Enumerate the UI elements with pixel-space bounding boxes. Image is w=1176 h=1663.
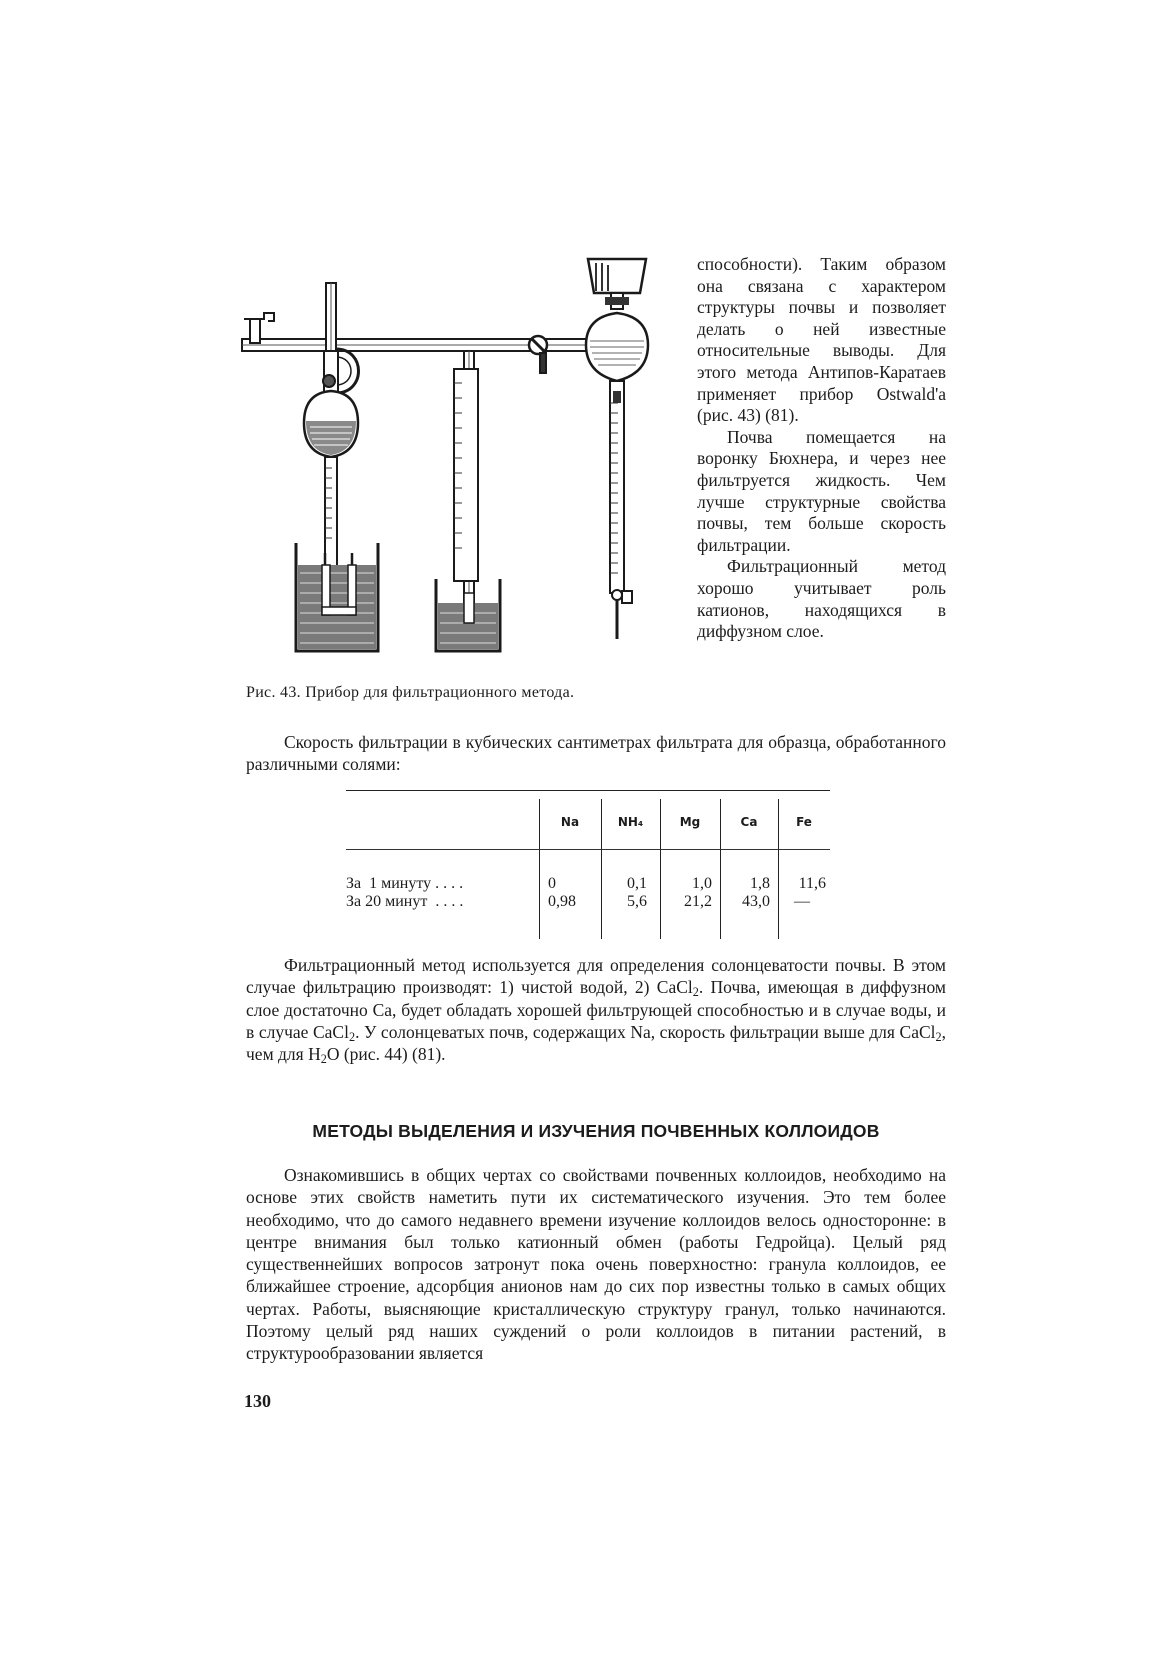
figure-caption: Рис. 43. Прибор для фильтрационного метода. [246,684,575,701]
column-header: Fe [796,815,812,829]
subscript: 2 [692,985,699,1000]
table-cell: 0,1 [627,875,647,892]
subscript: 2 [935,1029,942,1044]
table-cell: — [794,893,810,910]
colloids-paragraph [246,1164,946,1365]
right-column-text [697,254,946,643]
text-run: , чем для H [246,1021,946,1065]
subscript: 2 [320,1052,327,1067]
header-divider [346,849,830,850]
table-intro [246,731,946,776]
column-header: Mg [679,815,701,829]
filtration-rate-table [346,790,830,939]
table-cell: 0 [548,875,556,892]
table-cell: 11,6 [798,875,826,892]
paragraph: Почва помещается на воронку Бюхнера, и через нее фильтруется жидкость. Чем лучше структурные свойства почвы, тем больше скорость фильтрации. [697,426,946,555]
text-run: . Почва, имеющая в диффузном слое достаточно Ca, будет обладать хорошей фильтрующей способностью и в случае воды, и в случае CaCl [246,977,946,1042]
text-run: Фильтрационный метод используется для определения солонцеватости почвы. В этом случае фильтрацию производят: 1) чистой водой, 2) CaCl [246,955,946,998]
paragraph: способности). Таким образом она связана с характером структуры почвы и позволяет делать о ней известные относительные выводы. Для этого метода Антипов-Каратаев применяет прибор Ostwald'a (рис. 43) (81). [697,254,946,426]
subscript: 2 [348,1029,356,1044]
table-cell: 21,2 [684,893,712,910]
text-run: . У солонцеватых почв, содержащих Na, скорость фильтрации выше для CaCl [355,1021,936,1042]
column-header: Ca [740,815,758,829]
row-label: За 1 минуту . . . . [346,875,464,892]
table-cell: 5,6 [627,893,647,910]
paragraph: Скорость фильтрации в кубических сантиметрах фильтрата для образца, обработанного различными солями: [246,732,946,775]
row-label: За 20 минут . . . . [346,893,464,910]
paragraph: Ознакомившись в общих чертах со свойствами почвенных коллоидов, необходимо на основе этих свойств наметить пути их систематического изучения. Это тем более необходимо, что до самого недавнего времени изучение коллоидов велось односторонне: в центре внимания был только катионный обмен (работы Гедройца). Целый ряд существеннейших вопросов затронут пока очень поверхностно: гранула коллоидов, ее ближайшее строение, адсорбция анионов нам до сих пор известны только в самых общих чертах. Работы, выясняющие кристаллическую структуру гранул, только начинаются. Поэтому целый ряд наших суждений о роли коллоидов в питании растений, в структурообразовании является [246,1165,946,1364]
column-header: Na [560,815,580,829]
apparatus-drawing [236,253,682,658]
page-number: 130 [244,1391,271,1411]
filtration-paragraph [246,954,946,1065]
column-header: NH₄ [617,815,644,829]
table-cell: 43,0 [742,893,770,910]
apparatus-figure [236,253,682,658]
section-heading: МЕТОДЫ ВЫДЕЛЕНИЯ И ИЗУЧЕНИЯ ПОЧВЕННЫХ КОЛЛОИДОВ [312,1121,880,1141]
text-run: O (рис. 44) (81). [326,1044,446,1065]
table-cell: 0,98 [548,893,576,910]
paragraph [246,954,946,1065]
table-cell: 1,8 [750,875,770,892]
paragraph: Фильтрационный метод хорошо учитывает роль катионов, находящихся в диффузном слое. [697,556,946,642]
table-cell: 1,0 [692,875,712,892]
